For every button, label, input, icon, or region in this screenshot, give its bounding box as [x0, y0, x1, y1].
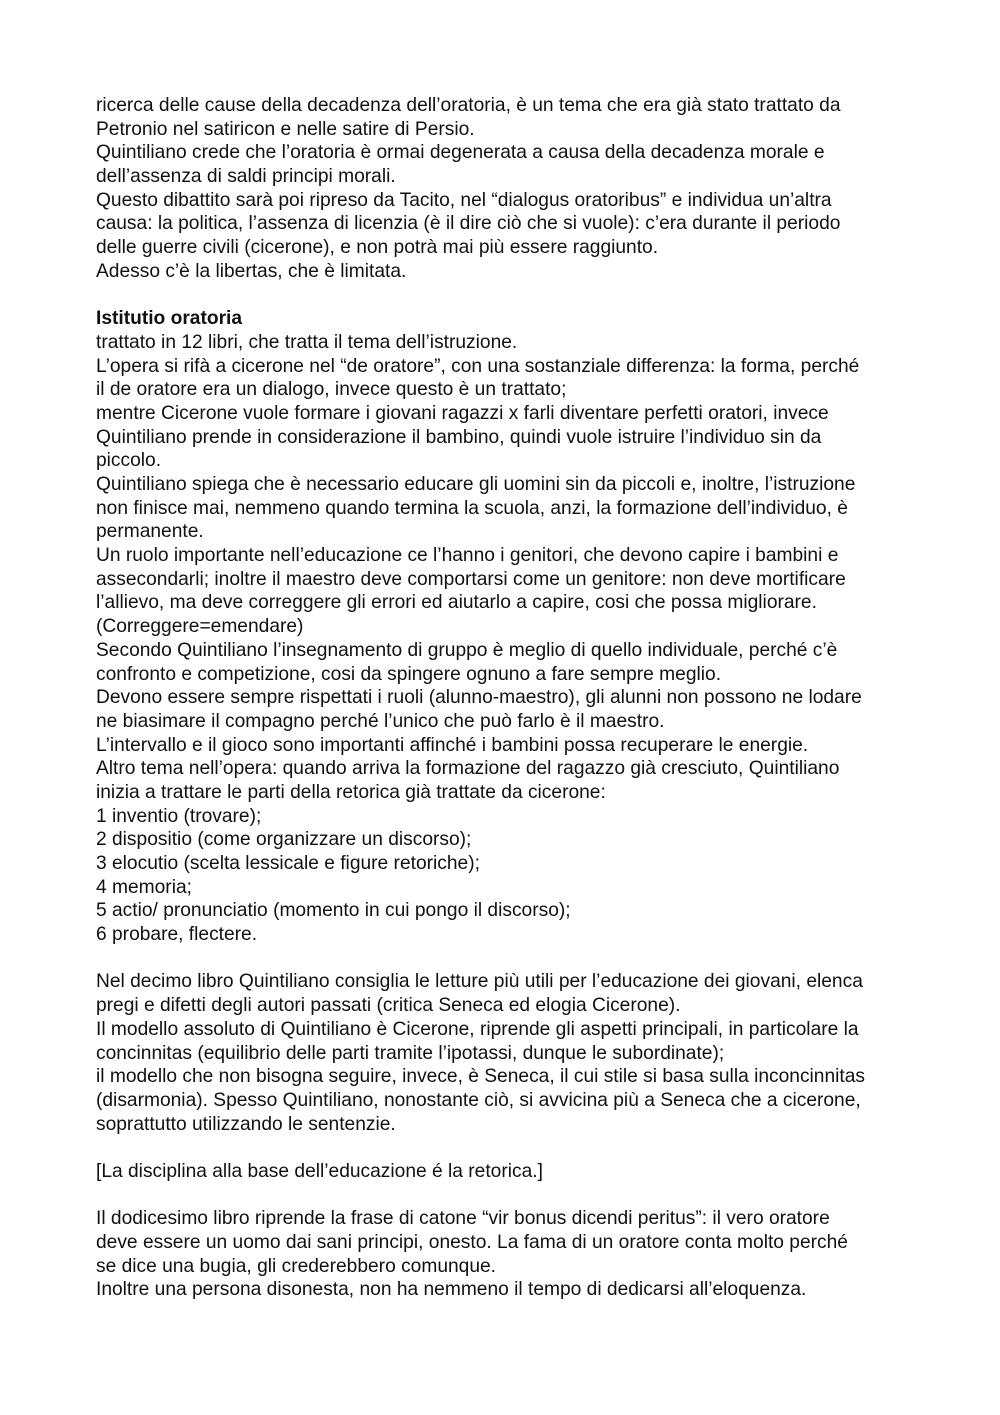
text-line: Secondo Quintiliano l’insegnamento di gruppo è meglio di quello individuale, perché c’è	[96, 639, 838, 661]
text-line: l’allievo, ma deve correggere gli errori ed aiutarlo a capire, cosi che possa migliorare.	[96, 592, 817, 614]
blank-line	[96, 1184, 916, 1208]
text-line: deve essere un uomo dai sani principi, onesto. La fama di un oratore conta molto perché	[96, 1232, 848, 1253]
text-line: Il dodicesimo libro riprende la frase di catone “vir bonus dicendi peritus”: il vero oratore	[96, 1208, 830, 1230]
list-item: 3 elocutio (scelta lessicale e figure retoriche);	[96, 853, 480, 874]
text-line: inizia a trattare le parti della retorica già trattate da cicerone:	[96, 781, 606, 803]
text-line: L’intervallo e il gioco sono importanti affinché i bambini possa recuperare le energie.	[96, 734, 809, 756]
blank-line	[96, 284, 916, 308]
text-line: Quintiliano prende in considerazione il bambino, quindi vuole istruire l’individuo sin da	[96, 426, 822, 448]
text-line: assecondarli; inoltre il maestro deve comportarsi come un genitore: non deve mortificare	[96, 568, 846, 590]
text-line: soprattutto utilizzando le sentenzie.	[96, 1113, 396, 1135]
text-line: Quintiliano spiega che è necessario educare gli uomini sin da piccoli e, inoltre, l’istruzione	[96, 474, 856, 495]
text-line: delle guerre civili (cicerone), e non potrà mai più essere raggiunto.	[96, 237, 659, 259]
text-line: Questo dibattito sarà poi ripreso da Tacito, nel “dialogus oratoribus” e individua un’altra	[96, 189, 832, 211]
text-line: Nel decimo libro Quintiliano consiglia le letture più utili per l’educazione dei giovani, elenca	[96, 971, 863, 993]
text-line: Petronio nel satiricon e nelle satire di Persio.	[96, 118, 475, 140]
list-item: 4 memoria;	[96, 876, 192, 898]
text-line: Quintiliano crede che l’oratoria è ormai degenerata a causa della decadenza morale e	[96, 142, 825, 164]
list-item: 1 inventio (trovare);	[96, 805, 262, 827]
rhetoric-parts-list	[96, 805, 916, 947]
text-line: il de oratore era un dialogo, invece questo è un trattato;	[96, 379, 567, 401]
text-line: permanente.	[96, 521, 204, 543]
text-line: Devono essere sempre rispettati i ruoli (alunno-maestro), gli alunni non possono ne lodare	[96, 687, 862, 709]
blank-line	[96, 1136, 916, 1160]
text-line: concinnitas (equilibrio delle parti tramite l’ipotassi, dunque le subordinate);	[96, 1042, 725, 1064]
text-line: Un ruolo importante nell’educazione ce l’hanno i genitori, che devono capire i bambini e	[96, 545, 839, 567]
text-line: trattato in 12 libri, che tratta il tema dell’istruzione.	[96, 331, 518, 353]
text-line: confronto e competizione, cosi da spingere ognuno a fare sempre meglio.	[96, 663, 722, 685]
intro-paragraph	[96, 94, 916, 284]
list-item: 2 dispositio (come organizzare un discorso);	[96, 829, 472, 851]
section-istitutio	[96, 307, 916, 947]
list-item: 6 probare, flectere.	[96, 924, 258, 946]
text-line: Il modello assoluto di Quintiliano è Cicerone, riprende gli aspetti principali, in particolare la	[96, 1018, 859, 1040]
text-line: (disarmonia). Spesso Quintiliano, nonostante ciò, si avvicina più a Seneca che a cicerone,	[96, 1089, 861, 1111]
text-line: mentre Cicerone vuole formare i giovani ragazzi x farli diventare perfetti oratori, invece	[96, 402, 829, 424]
text-line: dell’assenza di saldi principi morali.	[96, 166, 396, 188]
paragraph-decimo-libro	[96, 970, 916, 1136]
section-body	[96, 331, 916, 805]
text-line: il modello che non bisogna seguire, invece, è Seneca, il cui stile si basa sulla inconcinnitas	[96, 1066, 866, 1088]
blank-line	[96, 947, 916, 971]
text-line: Adesso c’è la libertas, che è limitata.	[96, 260, 407, 282]
section-heading: Istitutio oratoria	[96, 308, 243, 330]
text-line: se dice una bugia, gli crederebbero comunque.	[96, 1255, 497, 1277]
paragraph-dodicesimo-libro	[96, 1207, 916, 1302]
text-line: Altro tema nell’opera: quando arriva la formazione del ragazzo già cresciuto, Quintiliano	[96, 758, 840, 780]
bracketed-note: [La disciplina alla base dell’educazione é la retorica.]	[96, 1160, 543, 1182]
text-line: pregi e difetti degli autori passati (critica Seneca ed elogia Cicerone).	[96, 995, 681, 1017]
text-line: ricerca delle cause della decadenza dell’oratoria, è un tema che era già stato trattato da	[96, 95, 841, 116]
text-line: non finisce mai, nemmeno quando termina la scuola, anzi, la formazione dell’individuo, è	[96, 497, 848, 519]
text-line: L’opera si rifà a cicerone nel “de oratore”, con una sostanziale differenza: la forma, perché	[96, 355, 860, 377]
list-item: 5 actio/ pronunciatio (momento in cui pongo il discorso);	[96, 900, 571, 922]
text-line: Inoltre una persona disonesta, non ha nemmeno il tempo di dedicarsi all’eloquenza.	[96, 1279, 807, 1301]
document-page	[96, 94, 916, 1302]
text-line: causa: la politica, l’assenza di licenzia (è il dire ciò che si vuole): c’era durante il periodo	[96, 213, 841, 235]
text-line: ne biasimare il compagno perché l’unico che può farlo è il maestro.	[96, 710, 665, 732]
text-line: (Correggere=emendare)	[96, 616, 304, 638]
text-line: piccolo.	[96, 450, 162, 472]
